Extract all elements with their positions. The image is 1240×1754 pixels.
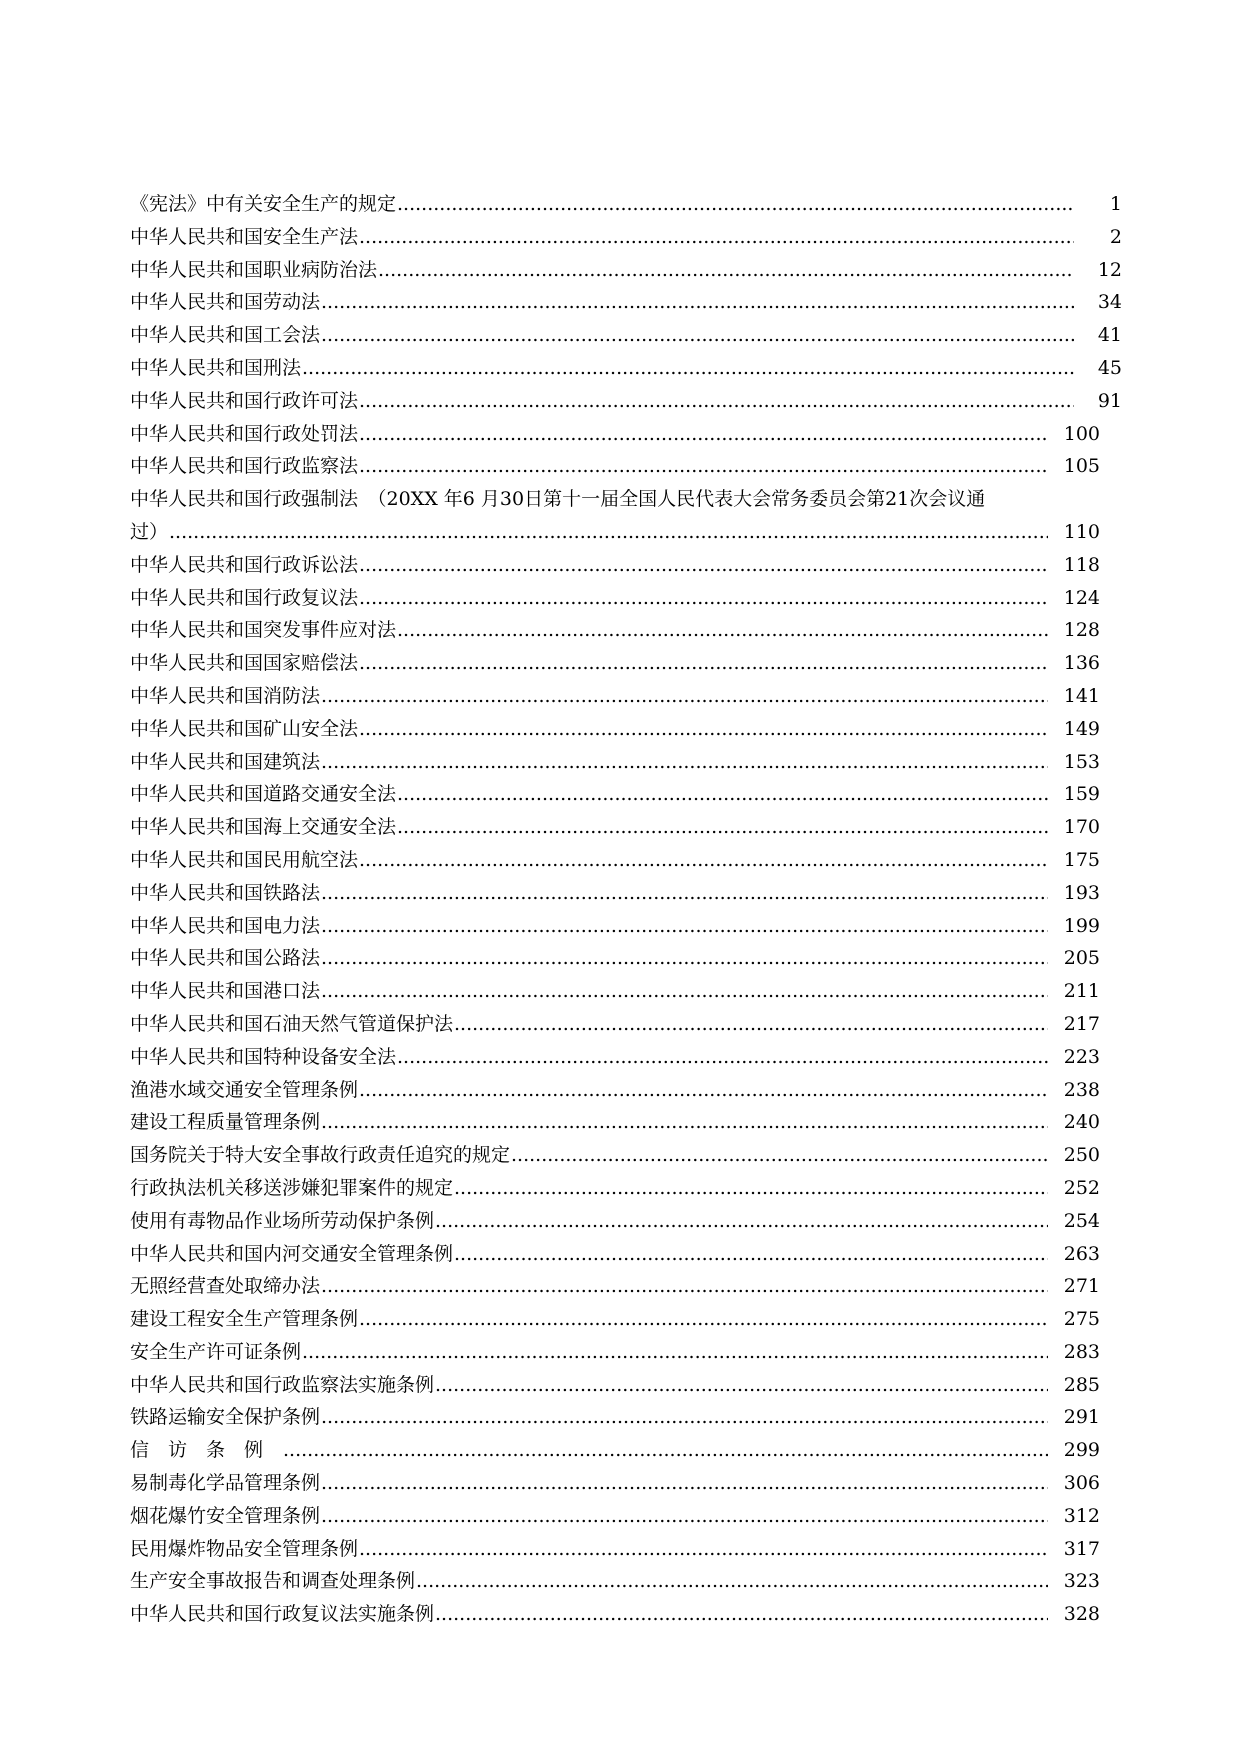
- dot-leader: [511, 1139, 1048, 1172]
- toc-entry[interactable]: [130, 647, 1100, 680]
- toc-entry-title: 中华人民共和国劳动法: [130, 291, 321, 314]
- dot-leader: [378, 254, 1074, 287]
- toc-entry-page: 291: [1063, 1406, 1100, 1429]
- dot-leader: [359, 713, 1048, 746]
- dot-leader: [359, 844, 1048, 877]
- dot-leader: [359, 647, 1048, 680]
- toc-entry[interactable]: [130, 1533, 1100, 1566]
- toc-entry-page: 306: [1063, 1472, 1100, 1495]
- toc-entry-page: 283: [1063, 1340, 1100, 1363]
- toc-entry[interactable]: [130, 1434, 1100, 1467]
- dot-leader: [321, 1467, 1048, 1500]
- toc-entry-page: 193: [1063, 881, 1100, 904]
- toc-entry-wrapped-line[interactable]: [130, 483, 1120, 516]
- toc-entry[interactable]: [130, 1369, 1100, 1402]
- toc-entry-title: 中华人民共和国行政复议法: [130, 586, 359, 609]
- dot-leader: [359, 1533, 1048, 1566]
- toc-entry-page: 41: [1097, 324, 1122, 347]
- toc-entry-page: 275: [1063, 1308, 1100, 1331]
- dot-leader: [321, 1106, 1048, 1139]
- dot-leader: [321, 942, 1048, 975]
- toc-entry-title: 中华人民共和国行政监察法: [130, 455, 359, 478]
- toc-entry-page: 118: [1063, 553, 1100, 576]
- toc-entry-page: 105: [1063, 455, 1100, 478]
- dot-leader: [359, 385, 1074, 418]
- toc-entry[interactable]: [130, 975, 1100, 1008]
- toc-entry-title: 中华人民共和国职业病防治法: [130, 258, 378, 281]
- toc-entry-page: 141: [1063, 684, 1100, 707]
- toc-entry[interactable]: [130, 549, 1100, 582]
- toc-entry-title: 行政执法机关移送涉嫌犯罪案件的规定: [130, 1176, 454, 1199]
- dot-leader: [302, 352, 1074, 385]
- dot-leader: [397, 811, 1048, 844]
- toc-entry-page: 312: [1063, 1504, 1100, 1527]
- toc-entry[interactable]: [130, 1074, 1100, 1107]
- dot-leader: [359, 549, 1048, 582]
- toc-entry[interactable]: [130, 1172, 1100, 1205]
- toc-entry-title: 中华人民共和国特种设备安全法: [130, 1045, 397, 1068]
- toc-entry[interactable]: [130, 1041, 1100, 1074]
- toc-entry-title: 中华人民共和国公路法: [130, 947, 321, 970]
- toc-entry-page: 45: [1097, 356, 1122, 379]
- toc-entry[interactable]: [130, 877, 1100, 910]
- dot-leader: [359, 221, 1074, 254]
- toc-entry[interactable]: [130, 614, 1100, 647]
- toc-entry-page: 254: [1063, 1209, 1100, 1232]
- toc-entry[interactable]: [130, 1270, 1100, 1303]
- toc-entry-title: 中华人民共和国行政监察法实施条例: [130, 1373, 435, 1396]
- toc-entry-title: 安全生产许可证条例: [130, 1340, 302, 1363]
- toc-entry-title: 中华人民共和国突发事件应对法: [130, 619, 397, 642]
- toc-entry[interactable]: [130, 910, 1100, 943]
- toc-entry-title: 中华人民共和国海上交通安全法: [130, 816, 397, 839]
- toc-entry[interactable]: [130, 254, 1122, 287]
- toc-entry-title: 渔港水域交通安全管理条例: [130, 1078, 359, 1101]
- toc-entry-page: 223: [1063, 1045, 1100, 1068]
- toc-entry-title: 国务院关于特大安全事故行政责任追究的规定: [130, 1144, 511, 1167]
- toc-entry[interactable]: [130, 418, 1100, 451]
- toc-entry-title: 中华人民共和国建筑法: [130, 750, 321, 773]
- dot-leader: [359, 1303, 1048, 1336]
- toc-entry[interactable]: [130, 942, 1100, 975]
- dot-leader: [397, 778, 1048, 811]
- toc-entry-title: 中华人民共和国行政复议法实施条例: [130, 1603, 435, 1626]
- toc-entry-title: 民用爆炸物品安全管理条例: [130, 1537, 359, 1560]
- toc-entry-page: 91: [1097, 389, 1122, 412]
- dot-leader: [169, 516, 1048, 549]
- toc-entry-title: 烟花爆竹安全管理条例: [130, 1504, 321, 1527]
- toc-entry-title: 生产安全事故报告和调查处理条例: [130, 1570, 416, 1593]
- toc-entry-title: 易制毒化学品管理条例: [130, 1472, 321, 1495]
- dot-leader: [435, 1598, 1048, 1631]
- toc-entry-page: 1: [1109, 193, 1122, 215]
- toc-entry-title: 中华人民共和国民用航空法: [130, 848, 359, 871]
- dot-leader: [454, 1238, 1048, 1271]
- toc-entry-title: 中华人民共和国安全生产法: [130, 225, 359, 248]
- toc-entry[interactable]: [130, 385, 1122, 418]
- toc-entry[interactable]: [130, 352, 1122, 385]
- toc-entry-page: 285: [1063, 1373, 1100, 1396]
- toc-entry-page: 205: [1063, 947, 1100, 970]
- dot-leader: [359, 418, 1048, 451]
- dot-leader: [397, 1041, 1048, 1074]
- toc-entry-title: 中华人民共和国行政许可法: [130, 389, 359, 412]
- toc-entry-page: 153: [1063, 750, 1100, 773]
- toc-entry-title: 中华人民共和国铁路法: [130, 881, 321, 904]
- toc-entry[interactable]: [130, 811, 1100, 844]
- toc-entry-page: 328: [1063, 1603, 1100, 1626]
- toc-entry[interactable]: [130, 450, 1100, 483]
- toc-entry[interactable]: [130, 1467, 1100, 1500]
- toc-entry-page: 110: [1063, 520, 1100, 543]
- toc-entry-page: 211: [1063, 980, 1100, 1003]
- toc-entry[interactable]: [130, 844, 1100, 877]
- dot-leader: [416, 1565, 1048, 1598]
- dot-leader: [321, 975, 1048, 1008]
- toc-entry[interactable]: [130, 1598, 1100, 1631]
- toc-entry-title: 中华人民共和国行政强制法 （20XX 年6 月30日第十一届全国人民代表大会常务委员会第21次会议通: [130, 488, 986, 511]
- toc-entry-page: 240: [1063, 1111, 1100, 1134]
- toc-entry[interactable]: [130, 1303, 1100, 1336]
- toc-entry-page: 217: [1063, 1012, 1100, 1035]
- toc-entry-title-continuation: 过）: [130, 520, 169, 543]
- toc-entry-title: 中华人民共和国矿山安全法: [130, 717, 359, 740]
- toc-entry-page: 34: [1097, 291, 1122, 314]
- toc-entry-title: 《宪法》中有关安全生产的规定: [130, 193, 397, 215]
- toc-entry-title: 中华人民共和国国家赔偿法: [130, 652, 359, 675]
- toc-entry-page: 2: [1109, 225, 1122, 248]
- toc-entry[interactable]: [130, 1139, 1100, 1172]
- toc-entry-page: 317: [1063, 1537, 1100, 1560]
- toc-entry-title: 建设工程质量管理条例: [130, 1111, 321, 1134]
- toc-entry-title: 中华人民共和国石油天然气管道保护法: [130, 1012, 454, 1035]
- toc-entry-page: 199: [1063, 914, 1100, 937]
- dot-leader: [454, 1008, 1048, 1041]
- toc-entry-title: 中华人民共和国道路交通安全法: [130, 783, 397, 806]
- dot-leader: [435, 1369, 1048, 1402]
- toc-entry-title: 建设工程安全生产管理条例: [130, 1308, 359, 1331]
- toc-entry-title: 中华人民共和国工会法: [130, 324, 321, 347]
- toc-entry[interactable]: [130, 1565, 1100, 1598]
- toc-entry-page: 250: [1063, 1144, 1100, 1167]
- dot-leader: [359, 582, 1048, 615]
- toc-entry-title: 中华人民共和国内河交通安全管理条例: [130, 1242, 454, 1265]
- toc-entry-title: 中华人民共和国行政诉讼法: [130, 553, 359, 576]
- toc-entry-page: 136: [1063, 652, 1100, 675]
- toc-entry[interactable]: [130, 286, 1122, 319]
- toc-entry[interactable]: [130, 1336, 1100, 1369]
- dot-leader: [321, 910, 1048, 943]
- toc-entry-page: 149: [1063, 717, 1100, 740]
- toc-entry[interactable]: [130, 188, 1122, 221]
- toc-entry-page: 299: [1063, 1439, 1100, 1462]
- toc-entry-title: 中华人民共和国行政处罚法: [130, 422, 359, 445]
- dot-leader: [321, 286, 1074, 319]
- dot-leader: [435, 1205, 1048, 1238]
- toc-entry[interactable]: [130, 221, 1122, 254]
- toc-entry-title: 铁路运输安全保护条例: [130, 1406, 321, 1429]
- dot-leader: [321, 1270, 1048, 1303]
- dot-leader: [359, 1074, 1048, 1107]
- toc-entry[interactable]: [130, 1401, 1100, 1434]
- dot-leader: [397, 188, 1074, 221]
- toc-entry-page: 263: [1063, 1242, 1100, 1265]
- toc-entry[interactable]: [130, 1106, 1100, 1139]
- toc-entry-page: 159: [1063, 783, 1100, 806]
- toc-entry-title: 中华人民共和国电力法: [130, 914, 321, 937]
- toc-entry[interactable]: [130, 1500, 1100, 1533]
- dot-leader: [454, 1172, 1048, 1205]
- toc-entry[interactable]: [130, 1238, 1100, 1271]
- toc-entry-title: 无照经营查处取缔办法: [130, 1275, 321, 1298]
- dot-leader: [397, 614, 1048, 647]
- toc-entry-page: 12: [1097, 258, 1122, 281]
- toc-entry[interactable]: [130, 1205, 1100, 1238]
- dot-leader: [321, 680, 1048, 713]
- dot-leader: [321, 746, 1048, 779]
- toc-entry[interactable]: [130, 582, 1100, 615]
- toc-entry[interactable]: [130, 1008, 1100, 1041]
- toc-entry-page: 252: [1063, 1176, 1100, 1199]
- toc-entry-title: 信访条例: [130, 1439, 283, 1462]
- dot-leader: [321, 1401, 1048, 1434]
- toc-entry[interactable]: [130, 319, 1122, 352]
- toc-entry[interactable]: [130, 713, 1100, 746]
- toc-entry-title: 中华人民共和国刑法: [130, 356, 302, 379]
- toc-entry[interactable]: [130, 746, 1100, 779]
- toc-entry-page: 238: [1063, 1078, 1100, 1101]
- toc-entry-title: 中华人民共和国消防法: [130, 684, 321, 707]
- toc-entry-page: 100: [1063, 422, 1100, 445]
- dot-leader: [283, 1434, 1048, 1467]
- toc-entry-page: 271: [1063, 1275, 1100, 1298]
- toc-entry-continuation[interactable]: [130, 516, 1100, 549]
- toc-entry[interactable]: [130, 778, 1100, 811]
- dot-leader: [321, 1500, 1048, 1533]
- toc-entry-page: 124: [1063, 586, 1100, 609]
- dot-leader: [302, 1336, 1048, 1369]
- toc-entry[interactable]: [130, 680, 1100, 713]
- toc-entry-title: 中华人民共和国港口法: [130, 980, 321, 1003]
- dot-leader: [321, 319, 1074, 352]
- toc-entry-page: 128: [1063, 619, 1100, 642]
- toc-entry-page: 170: [1063, 816, 1100, 839]
- toc-entry-title: 使用有毒物品作业场所劳动保护条例: [130, 1209, 435, 1232]
- toc-entry-page: 175: [1063, 848, 1100, 871]
- toc-entry-page: 323: [1063, 1570, 1100, 1593]
- dot-leader: [359, 450, 1048, 483]
- dot-leader: [321, 877, 1048, 910]
- table-of-contents: [130, 188, 1120, 1631]
